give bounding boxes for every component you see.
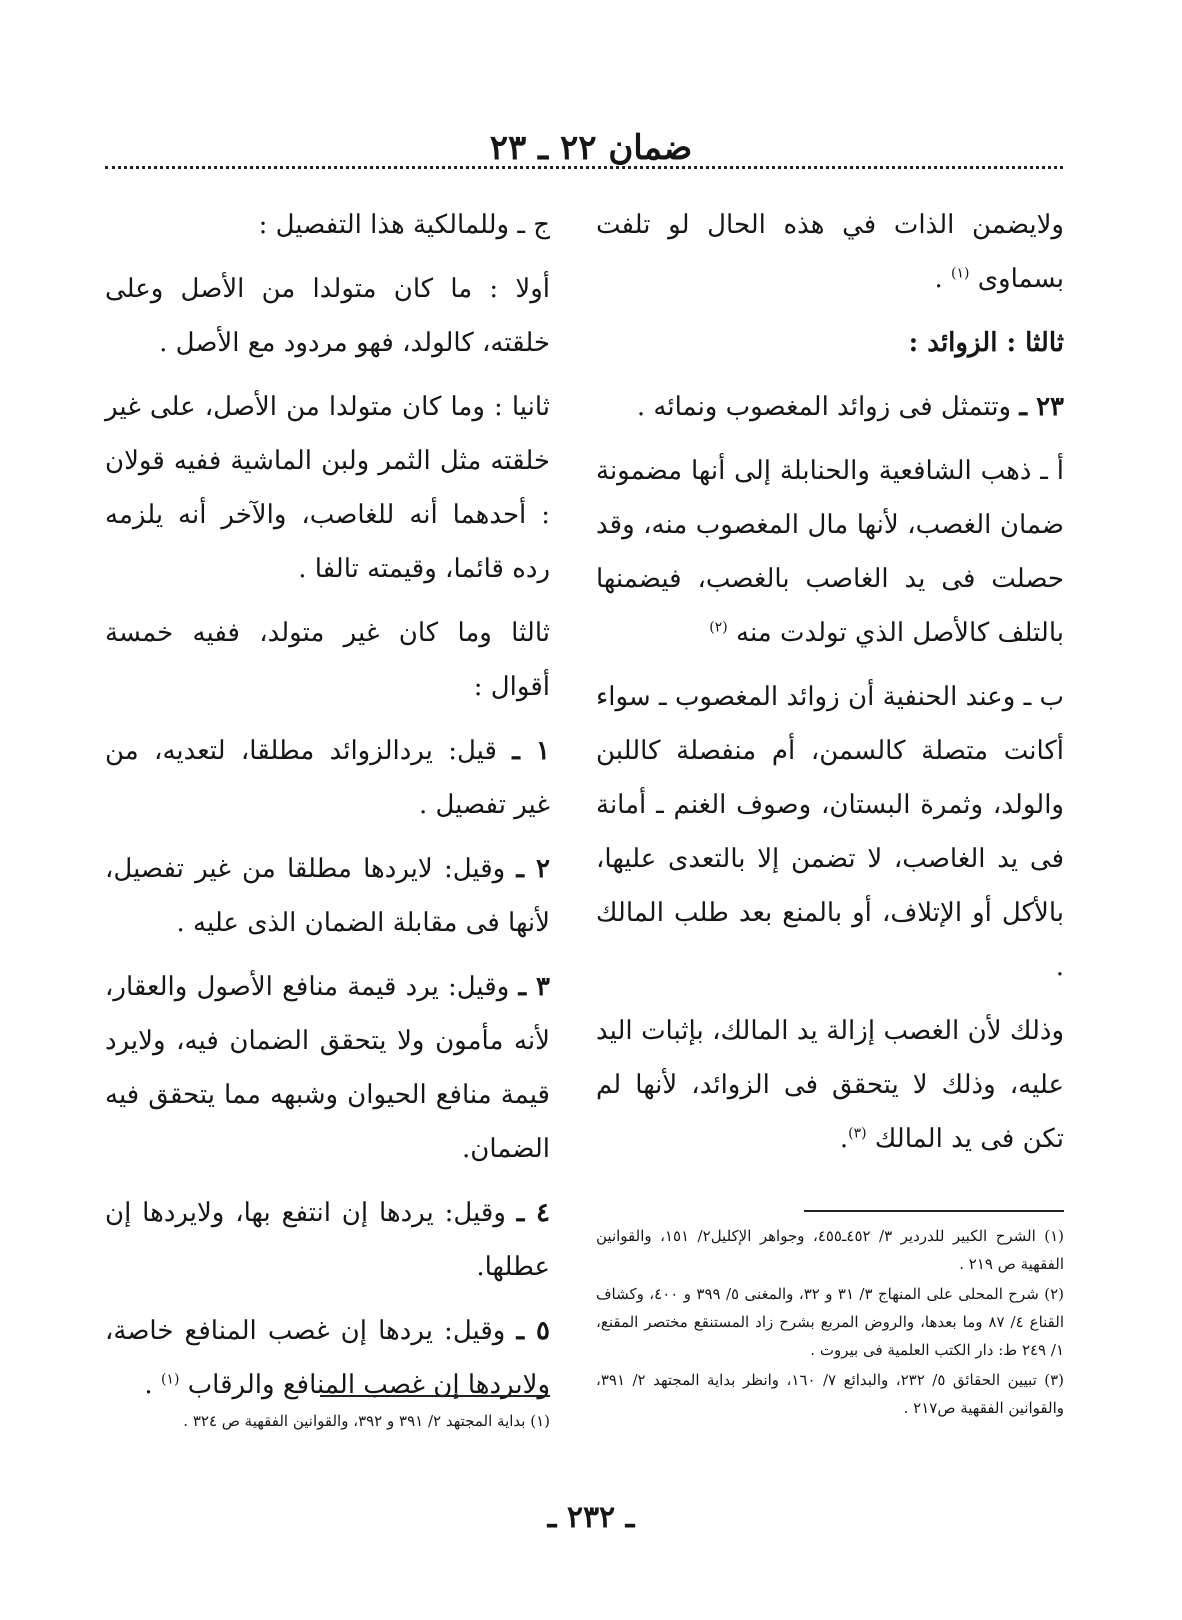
list-item-2 [105, 842, 550, 950]
list-item-1-text: قيل: يردالزوائد مطلقا، لتعديه، من غير تفصيل . [105, 736, 550, 820]
list-item-1-number: ١ ـ [512, 736, 551, 766]
paragraph-hanafiya: ب ـ وعند الحنفية أن زوائد المغصوب ـ سواء أكانت متصلة كالسمن، أم منفصلة كاللبن والولد، وثمرة البستان، وصوف الغنم ـ أمانة فى يد الغاصب، لا تضمن إلا بالتعدى عليها، بالأكل أو الإتلاف، أو بالمنع بعد طلب المالك . [596, 682, 1064, 982]
maliki-third: ثالثا وما كان غير متولد، ففيه خمسة أقوال : [105, 618, 550, 702]
footnotes-left [105, 1395, 550, 1437]
paragraph-shafiiya-text: أ ـ ذهب الشافعية والحنابلة إلى أنها مضمونة ضمان الغصب، لأنها مال المغصوب منه، وقد حصلت فى يد الغاصب بالغصب، فيضمنها بالتلف كالأصل الذي تولدت منه [596, 456, 1064, 648]
left-column [105, 198, 550, 1422]
header-dotted-rule [105, 166, 1063, 169]
list-item-1 [105, 724, 550, 832]
paragraph-1-text: ولايضمن الذات في هذه الحال لو تلفت بسماوى [596, 210, 1064, 294]
right-column [596, 198, 1064, 1176]
paragraph-shafiiya [596, 444, 1064, 660]
footnote-ref-left-1[interactable]: (١) [160, 1371, 180, 1388]
maliki-first: أولا : ما كان متولدا من الأصل وعلى خلقته، كالولد، فهو مردود مع الأصل . [105, 274, 550, 358]
footnote-left-1: (١) بداية المجتهد ٢/ ٣٩١ و ٣٩٢، والقوانين الفقهية ص ٣٢٤ . [183, 1412, 550, 1430]
footnote-ref-2[interactable]: (٢) [709, 619, 728, 636]
footnote-1: (١) الشرح الكبير للدردير ٣/ ٤٥٢ـ٤٥٥، وجواهر الإكليل٢/ ١٥١، والقوانين الفقهية ص ٢١٩ . [596, 1227, 1065, 1273]
page-header-title: ضمان ٢٢ ـ ٢٣ [489, 128, 693, 168]
paragraph-1 [596, 198, 1064, 306]
footnote-rule-left [320, 1395, 550, 1397]
paragraph-1-end: . [934, 264, 943, 294]
section-heading-zawaid: ثالثا : الزوائد : [908, 328, 1064, 358]
footnote-ref-1[interactable]: (١) [950, 265, 970, 282]
footnotes-right [596, 1210, 1064, 1424]
list-item-4-number: ٤ ـ [516, 1198, 551, 1228]
list-item-5-text: وقيل: يردها إن غصب المنافع خاصة، ولايردها إن غصب المنافع والرقاب [105, 1316, 550, 1400]
list-item-4 [105, 1186, 550, 1294]
list-item-5-end: . [144, 1370, 153, 1400]
footnote-2: (٢) شرح المحلى على المنهاج ٣/ ٣١ و ٣٢، والمغنى ٥/ ٣٩٩ و ٤٠٠، وكشاف القناع ٤/ ٨٧ وما بعدها، والروض المربع بشرح زاد المستنقع مختصر المقنع، ١/ ٢٤٩ ط: دار الكتب العلمية فى بيروت . [596, 1285, 1065, 1359]
paragraph-reason-end: . [839, 1124, 849, 1154]
page-number: ـ ٢٣٢ ـ [547, 1500, 635, 1535]
paragraph-number-23: ٢٣ ـ [1019, 392, 1064, 422]
footnote-rule-right [804, 1210, 1064, 1212]
list-item-3-number: ٣ ـ [518, 972, 551, 1002]
paragraph-23 [596, 380, 1064, 434]
paragraph-23-text: وتتمثل فى زوائد المغصوب ونمائه . [636, 392, 1012, 422]
maliki-second: ثانيا : وما كان متولدا من الأصل، على غير خلقته مثل الثمر ولبن الماشية ففيه قولان : أحدهما أنه للغاصب، والآخر أنه يلزمه رده قائما، وقيمته تالفا . [105, 392, 550, 584]
paragraph-reason-text: وذلك لأن الغصب إزالة يد المالك، بإثبات اليد عليه، وذلك لا يتحقق فى الزوائد، لأنها لم تكن فى يد المالك [596, 1016, 1064, 1154]
list-item-2-number: ٢ ـ [516, 854, 550, 884]
list-item-5-number: ٥ ـ [516, 1316, 550, 1346]
list-item-4-text: وقيل: يردها إن انتفع بها، ولايردها إن عطلها. [105, 1198, 550, 1282]
footnote-ref-3[interactable]: (٣) [848, 1125, 867, 1142]
list-item-3-text: وقيل: يرد قيمة منافع الأصول والعقار، لأنه مأمون ولا يتحقق الضمان فيه، ولايرد قيمة منافع الحيوان وشبهه مما يتحقق فيه الضمان. [105, 972, 550, 1164]
paragraph-reason [596, 1004, 1064, 1166]
footnote-3: (٣) تبيين الحقائق ٥/ ٢٣٢، والبدائع ٧/ ١٦٠، وانظر بداية المجتهد ٢/ ٣٩١، والقوانين الفقهية ص٢١٧ . [596, 1371, 1064, 1417]
maliki-heading: ج ـ وللمالكية هذا التفصيل : [258, 210, 550, 240]
list-item-2-text: وقيل: لايردها مطلقا من غير تفصيل، لأنها فى مقابلة الضمان الذى عليه . [105, 854, 550, 938]
list-item-3 [105, 960, 550, 1176]
